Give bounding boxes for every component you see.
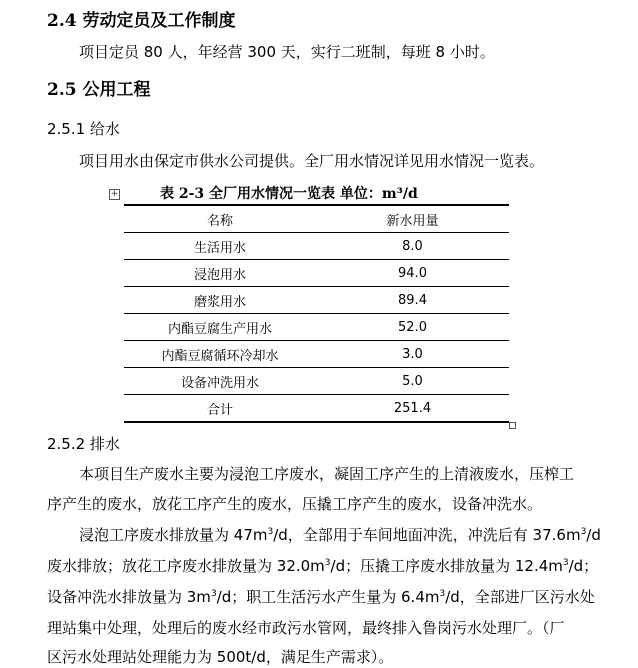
- text-span: 废水排放；放花工序废水排放量为 32.0m: [47, 557, 325, 575]
- table-row: [124, 314, 509, 341]
- drainage-p1-line2: 序产生的废水，放花工序产生的废水，压撬工序产生的废水，设备冲洗水。: [47, 495, 543, 513]
- row-value: 94.0: [316, 260, 509, 287]
- row-name: 浸泡用水: [124, 260, 316, 287]
- table-total-row: [124, 395, 509, 423]
- drainage-p2-line5: 区污水处理站处理能力为 500t/d，满足生产需求）。: [47, 648, 394, 666]
- table-row: [124, 341, 509, 368]
- superscript: 3: [324, 558, 331, 568]
- drainage-p1-line1: 本项目生产废水主要为浸泡工序废水，凝固工序产生的上清液废水，压榨工: [79, 465, 575, 483]
- text-span: 浸泡工序废水排放量为 47m: [79, 526, 268, 544]
- table-row: [124, 287, 509, 314]
- row-name: 设备冲洗用水: [124, 368, 316, 395]
- drainage-p2-line1: [79, 524, 601, 545]
- text-span: /d: [586, 526, 601, 544]
- superscript: 3: [439, 589, 446, 599]
- water-usage-table: [124, 204, 509, 423]
- table-caption: 表 2-3 全厂用水情况一览表 单位：m³/d: [160, 186, 418, 202]
- row-value: 52.0: [316, 314, 509, 341]
- table-row: [124, 233, 509, 260]
- row-value: 251.4: [316, 395, 509, 423]
- section-2-5-2-title: 2.5.2 排水: [47, 435, 120, 453]
- table-move-handle-icon[interactable]: +: [110, 189, 119, 199]
- text-span: /d；压撬工序废水排放量为 12.4m: [330, 557, 563, 575]
- row-value: 89.4: [316, 287, 509, 314]
- row-name: 内酯豆腐循环冷却水: [124, 341, 316, 368]
- row-value: 3.0: [316, 341, 509, 368]
- row-name: 磨浆用水: [124, 287, 316, 314]
- table-row: [124, 260, 509, 287]
- superscript: 3: [580, 527, 587, 537]
- drainage-p2-line3: [47, 586, 595, 607]
- table-row: [124, 368, 509, 395]
- text-span: /d，全部进厂区污水处: [445, 588, 595, 606]
- drainage-p2-line4: 理站集中处理，处理后的废水经市政污水管网，最终排入鲁岗污水处理厂。（厂: [47, 619, 565, 637]
- row-value: 5.0: [316, 368, 509, 395]
- text-span: /d；: [568, 557, 599, 575]
- superscript: 3: [210, 589, 217, 599]
- section-2-4-text: 项目定员 80 人，年经营 300 天，实行二班制，每班 8 小时。: [79, 43, 495, 61]
- table-header-row: [124, 205, 509, 233]
- text-span: /d；职工生活污水产生量为 6.4m: [216, 588, 440, 606]
- section-2-4-title: 2.4 劳动定员及工作制度: [47, 11, 236, 31]
- section-2-5-title: 2.5 公用工程: [47, 80, 151, 100]
- section-2-5-1-title: 2.5.1 给水: [47, 120, 120, 138]
- row-name: 生活用水: [124, 233, 316, 260]
- header-value: 新水用量: [316, 205, 509, 233]
- superscript: 3: [562, 558, 569, 568]
- superscript: 3: [267, 527, 274, 537]
- header-name: 名称: [124, 205, 316, 233]
- text-span: /d，全部用于车间地面冲洗，冲洗后有 37.6m: [273, 526, 581, 544]
- table-resize-handle[interactable]: [509, 422, 516, 429]
- row-value: 8.0: [316, 233, 509, 260]
- row-name: 内酯豆腐生产用水: [124, 314, 316, 341]
- text-span: 设备冲洗水排放量为 3m: [47, 588, 211, 606]
- section-2-5-1-text: 项目用水由保定市供水公司提供。全厂用水情况详见用水情况一览表。: [79, 152, 545, 170]
- drainage-p2-line2: [47, 555, 598, 576]
- row-name: 合计: [124, 395, 316, 423]
